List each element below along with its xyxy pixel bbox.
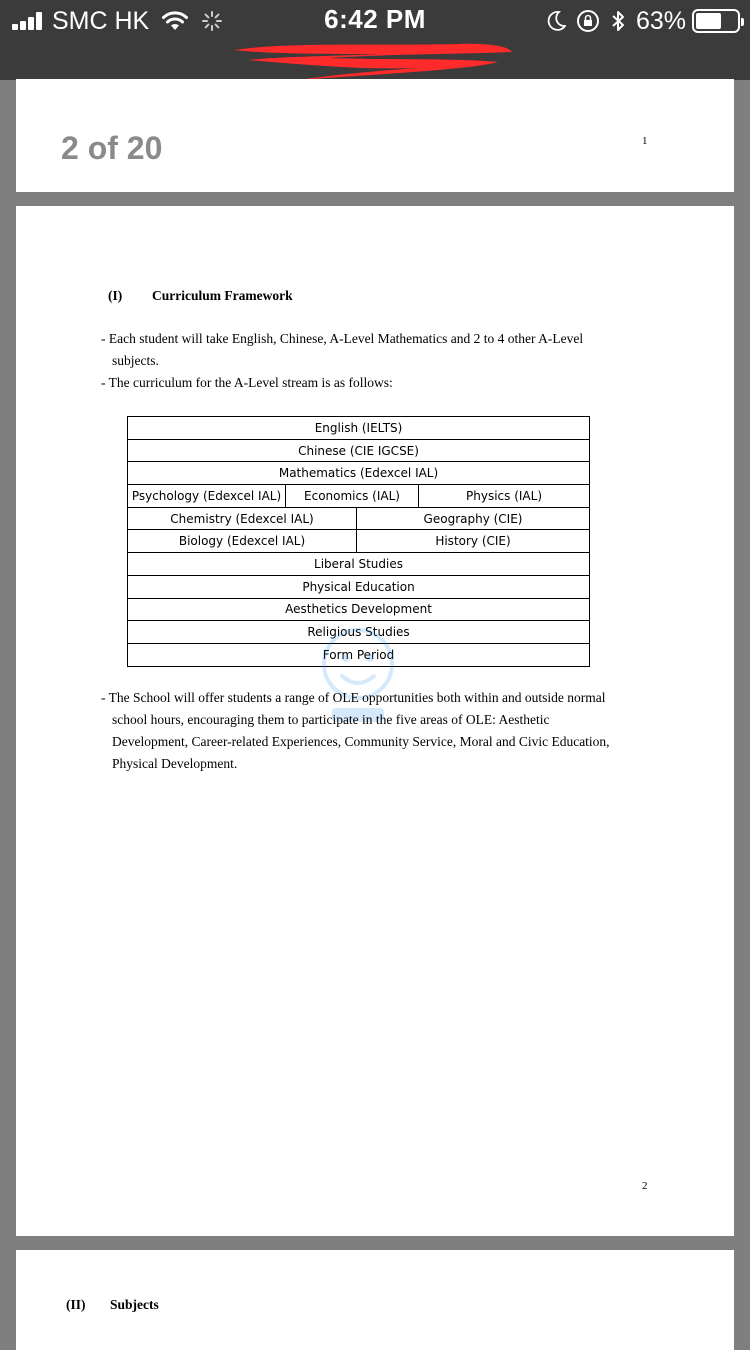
pdf-page-2[interactable] — [16, 206, 734, 1236]
paragraph-line: - Each student will take English, Chinese, A-Level Mathematics and 2 to 4 other A-Level — [101, 331, 584, 346]
table-row — [128, 575, 590, 598]
page-number: 1 — [642, 135, 648, 147]
table-row — [128, 462, 590, 485]
table-cell: Aesthetics Development — [128, 598, 590, 621]
paragraph-line: Physical Development. — [112, 756, 238, 771]
table-row — [128, 530, 590, 553]
pdf-page-1[interactable] — [16, 79, 734, 192]
paragraph-line: Development, Career-related Experiences, Community Service, Moral and Civic Education, — [112, 734, 610, 749]
table-cell: English (IELTS) — [128, 417, 590, 440]
table-cell: Psychology (Edexcel IAL) — [128, 485, 286, 508]
table-cell: Geography (CIE) — [357, 507, 590, 530]
table-row — [128, 507, 590, 530]
paragraph-line: subjects. — [112, 353, 159, 368]
status-bar — [0, 0, 750, 80]
paragraph-line: - The School will offer students a range of OLE opportunities both within and outside normal — [101, 690, 606, 705]
table-row — [128, 598, 590, 621]
rotation-lock-icon — [576, 9, 600, 33]
section-title: Subjects — [110, 1297, 159, 1312]
pdf-page-3[interactable] — [16, 1250, 734, 1350]
table-cell: Physics (IAL) — [419, 485, 590, 508]
table-cell: Chemistry (Edexcel IAL) — [128, 507, 357, 530]
paragraph-curriculum-intro: - The curriculum for the A-Level stream is as follows: — [101, 375, 393, 390]
table-cell: Religious Studies — [128, 621, 590, 644]
table-cell: History (CIE) — [357, 530, 590, 553]
table-cell: Physical Education — [128, 575, 590, 598]
section-number: (I) — [108, 288, 123, 303]
status-time: 6:42 PM — [324, 4, 426, 34]
table-row — [128, 485, 590, 508]
table-cell: Liberal Studies — [128, 553, 590, 576]
battery-icon — [692, 9, 740, 33]
table-row — [128, 417, 590, 440]
section-title: Curriculum Framework — [152, 288, 293, 303]
section-heading — [66, 1297, 159, 1313]
table-cell: Biology (Edexcel IAL) — [128, 530, 357, 553]
status-right — [546, 6, 740, 36]
paragraph-line: school hours, encouraging them to participate in the five areas of OLE: Aesthetic — [112, 712, 550, 727]
bluetooth-icon — [610, 9, 626, 33]
moon-icon — [546, 10, 566, 32]
section-number: (II) — [66, 1297, 86, 1312]
redaction-mark — [228, 40, 518, 84]
page-indicator: 2 of 20 — [61, 130, 163, 166]
table-cell: Chinese (CIE IGCSE) — [128, 439, 590, 462]
battery-percent: 63% — [635, 6, 686, 35]
table-row — [128, 439, 590, 462]
table-cell: Economics (IAL) — [286, 485, 419, 508]
carrier-name: SMC HK — [52, 6, 150, 35]
paragraph-ole — [101, 687, 649, 775]
table-cell: Mathematics (Edexcel IAL) — [128, 462, 590, 485]
table-row — [128, 553, 590, 576]
paragraph-subjects — [101, 328, 649, 372]
table-cell: Form Period — [128, 643, 590, 666]
page-number: 2 — [642, 1180, 648, 1192]
section-heading — [108, 288, 293, 304]
